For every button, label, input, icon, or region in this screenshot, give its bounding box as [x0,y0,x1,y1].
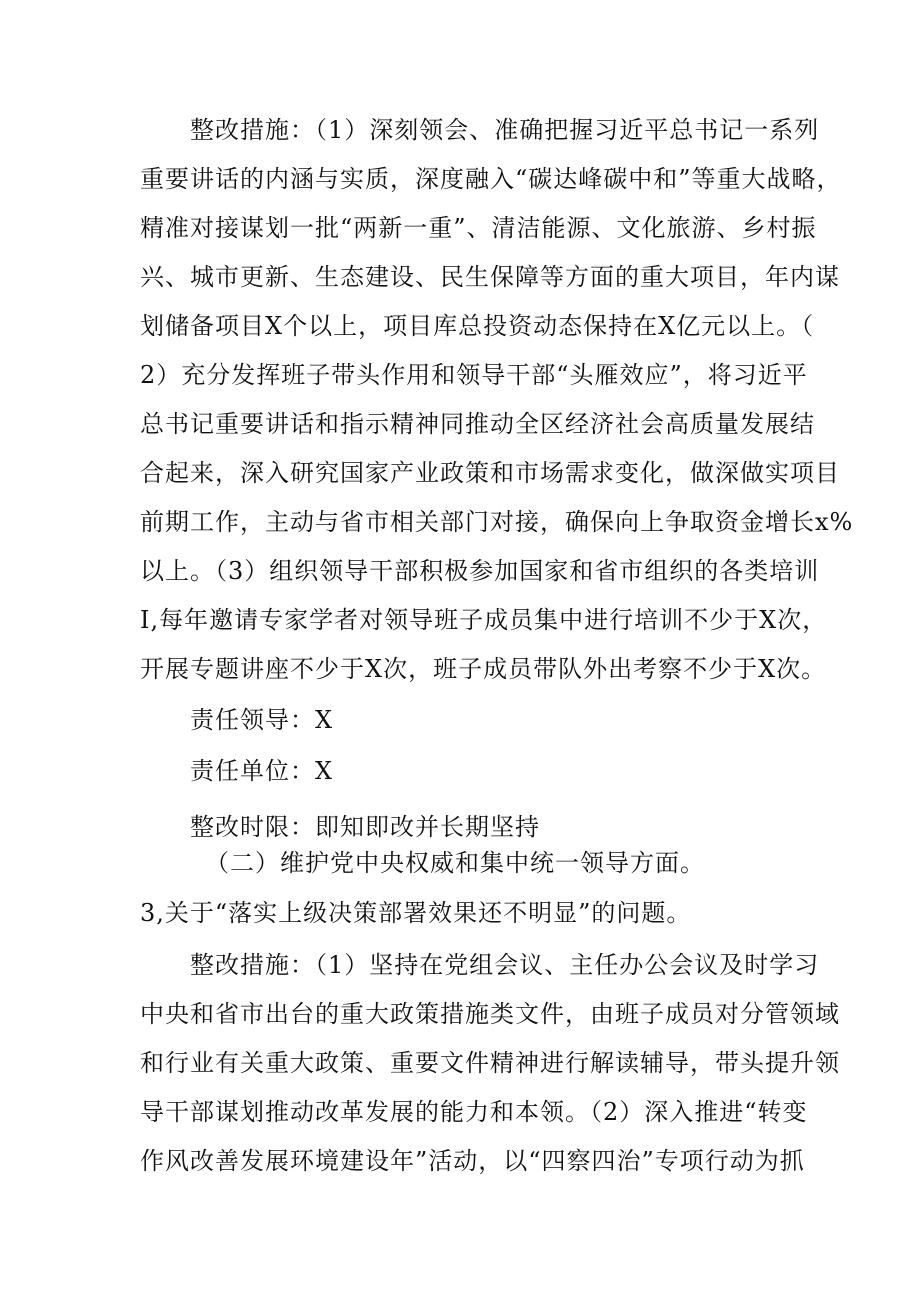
paragraph-line: 重要讲话的内涵与实质，深度融入“碳达峰碳中和”等重大战略， [140,165,842,193]
paragraph-line: 精准对接谋划一批“两新一重”、清洁能源、文化旅游、乡村振 [140,214,817,242]
paragraph-line: I,每年邀请专家学者对领导班子成员集中进行培训不少于X次， [140,606,828,634]
paragraph-line: 以上。（3）组织领导干部积极参加国家和省市组织的各类培训 [140,557,820,585]
paragraph-line: 整改措施：（1）深刻领会、准确把握习近平总书记一系列 [190,116,820,144]
paragraph-line: 前期工作，主动与省市相关部门对接，确保向上争取资金增长x% [140,508,854,536]
paragraph-line: 合起来，深入研究国家产业政策和市场需求变化，做深做实项目 [140,459,840,487]
issue-title: 3,关于“落实上级决策部署效果还不明显”的问题。 [140,899,692,927]
paragraph-line: 整改措施：（1）坚持在党组会议、主任办公会议及时学习 [190,951,820,979]
paragraph-line: 2）充分发挥班子带头作用和领导干部“头雁效应”，将习近平 [140,361,808,389]
section-heading: （二）维护党中央权威和集中统一领导方面。 [205,849,705,877]
paragraph-line: 作风改善发展环境建设年”活动，以“四察四治”专项行动为抓 [140,1147,805,1175]
paragraph-line: 划储备项目X个以上，项目库总投资动态保持在X亿元以上。（ [140,312,815,340]
paragraph-line: 导干部谋划推动改革发展的能力和本领。（2）深入推进“转变 [140,1098,808,1126]
paragraph-line: 总书记重要讲话和指示精神同推动全区经济社会高质量发展结 [140,410,815,438]
rectification-deadline: 整改时限：即知即改并长期坚持 [190,813,540,841]
paragraph-line: 和行业有关重大政策、重要文件精神进行解读辅导，带头提升领 [140,1049,840,1077]
paragraph-line: 开展专题讲座不少于X次，班子成员带队外出考察不少于X次。 [140,655,827,683]
paragraph-line: 兴、城市更新、生态建设、民生保障等方面的重大项目，年内谋 [140,263,840,291]
responsible-leader: 责任领导：X [190,706,334,734]
responsible-unit: 责任单位：X [190,757,334,785]
paragraph-line: 中央和省市出台的重大政策措施类文件，由班子成员对分管领域 [140,1000,840,1028]
